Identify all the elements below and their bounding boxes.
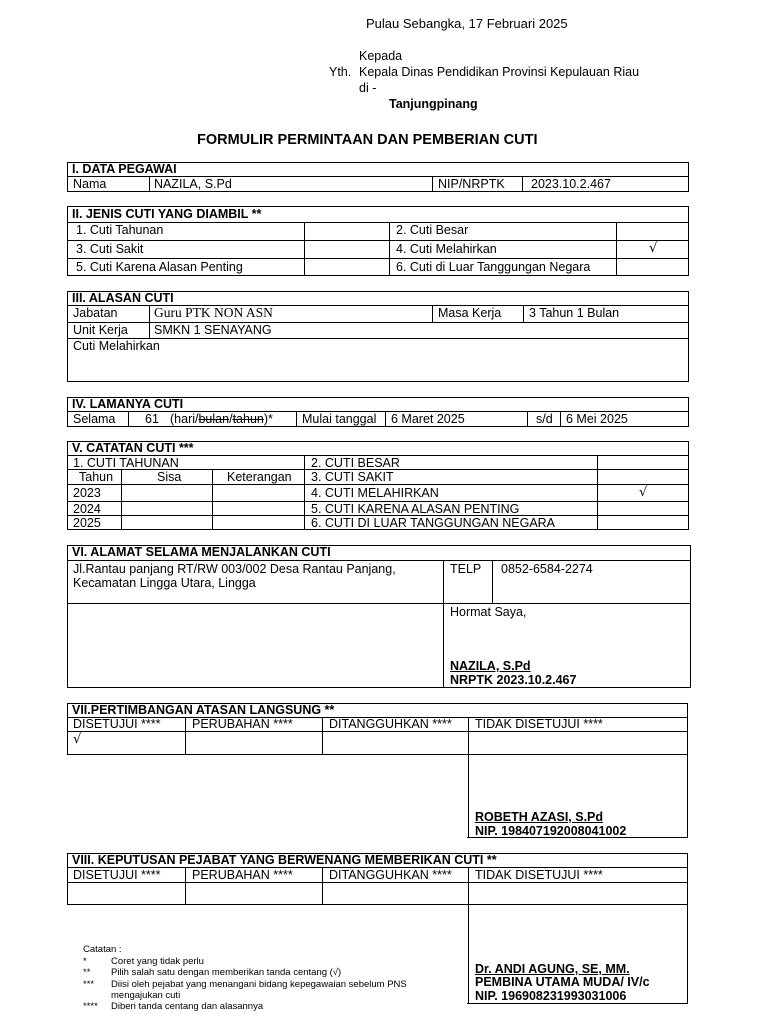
jabatan-label: Jabatan (73, 306, 118, 320)
check-mark-melahirkan-catatan: √ (639, 485, 648, 500)
section-heading-pertimbangan: VII.PERTIMBANGAN ATASAN LANGSUNG ** (72, 703, 335, 717)
nip-label: NIP/NRPTK (438, 177, 505, 191)
section-heading-catatan-cuti: V. CATATAN CUTI *** (72, 441, 194, 455)
col-perubahan: PERUBAHAN **** (192, 717, 293, 731)
form-title: FORMULIR PERMINTAAN DAN PEMBERIAN CUTI (197, 132, 538, 148)
catatan-item: 4. CUTI MELAHIRKAN (311, 486, 439, 500)
sd-label: s/d (536, 412, 553, 426)
jenis-cuti-item: 5. Cuti Karena Alasan Penting (76, 260, 243, 274)
note-mark: * (83, 956, 87, 967)
notes-title: Catatan : (83, 944, 122, 955)
jenis-cuti-item: 4. Cuti Melahirkan (396, 242, 497, 256)
applicant-nrptk: NRPTK 2023.10.2.467 (450, 673, 577, 687)
di-label: di - (359, 81, 377, 95)
alasan-text: Cuti Melahirkan (73, 339, 160, 353)
masa-kerja-value: 3 Tahun 1 Bulan (529, 306, 620, 320)
catatan-item: 6. CUTI DI LUAR TANGGUNGAN NEGARA (311, 516, 556, 530)
address-line: Kecamatan Lingga Utara, Lingga (73, 576, 256, 590)
unit-kerja-label: Unit Kerja (73, 323, 128, 337)
mulai-label: Mulai tanggal (302, 412, 377, 426)
pejabat-nip: NIP. 196908231993031006 (475, 989, 627, 1003)
place-date: Pulau Sebangka, 17 Februari 2025 (366, 16, 568, 31)
recipient: Kepala Dinas Pendidikan Provinsi Kepulauan Riau (359, 65, 640, 79)
satuan-hari: (hari/bulan/tahun)* (170, 412, 273, 426)
note-mark: **** (83, 1001, 98, 1012)
address-line: Jl.Rantau panjang RT/RW 003/002 Desa Rantau Panjang, (73, 562, 396, 576)
yth-label: Yth. (329, 65, 352, 79)
check-mark-disetujui: √ (73, 732, 82, 747)
recipient-city: Tanjungpinang (389, 97, 478, 111)
nip-value: 2023.10.2.467 (531, 177, 611, 191)
catatan-item: 5. CUTI KARENA ALASAN PENTING (311, 502, 520, 516)
year-row: 2025 (73, 516, 101, 530)
note-text: Pilih salah satu dengan memberikan tanda centang (√) (111, 967, 342, 978)
note-text: Coret yang tidak perlu (111, 956, 204, 967)
jenis-cuti-item: 1. Cuti Tahunan (76, 223, 164, 237)
check-mark-melahirkan: √ (649, 241, 658, 256)
kepada-label: Kepada (359, 49, 403, 63)
catatan-item: 2. CUTI BESAR (311, 456, 400, 470)
selama-label: Selama (73, 412, 116, 426)
col-tidak-disetujui: TIDAK DISETUJUI **** (475, 717, 603, 731)
selama-value: 61 (145, 412, 159, 426)
section-heading-alamat: VI. ALAMAT SELAMA MENJALANKAN CUTI (72, 545, 331, 559)
mulai-value: 6 Maret 2025 (391, 412, 465, 426)
pejabat-name: Dr. ANDI AGUNG, SE, MM. (475, 962, 630, 976)
hormat-saya: Hormat Saya, (450, 605, 527, 619)
col-ditangguhkan: DITANGGUHKAN **** (329, 868, 452, 882)
year-row: 2023 (73, 486, 101, 500)
nama-label: Nama (73, 177, 107, 191)
section-heading-data-pegawai: I. DATA PEGAWAI (72, 162, 177, 176)
col-tidak-disetujui: TIDAK DISETUJUI **** (475, 868, 603, 882)
col-disetujui: DISETUJUI **** (73, 717, 161, 731)
note-mark: ** (83, 967, 91, 978)
col-ditangguhkan: DITANGGUHKAN **** (329, 717, 452, 731)
masa-kerja-label: Masa Kerja (438, 306, 502, 320)
atasan-nip: NIP. 198407192008041002 (475, 824, 627, 838)
col-tahun: Tahun (79, 470, 114, 484)
section-heading-alasan-cuti: III. ALASAN CUTI (72, 291, 174, 305)
jabatan-value: Guru PTK NON ASN (154, 305, 273, 320)
nama-value: NAZILA, S.Pd (154, 177, 232, 191)
pejabat-rank: PEMBINA UTAMA MUDA/ IV/c (475, 975, 650, 989)
note-text: mengajukan cuti (111, 990, 181, 1001)
atasan-name: ROBETH AZASI, S.Pd (475, 810, 604, 824)
note-mark: *** (83, 979, 95, 990)
col-sisa: Sisa (157, 470, 182, 484)
section-heading-lamanya-cuti: IV. LAMANYA CUTI (72, 397, 184, 411)
blank-area (67, 755, 467, 838)
unit-kerja-value: SMKN 1 SENAYANG (154, 323, 272, 337)
cuti-tahunan-title: 1. CUTI TAHUNAN (73, 456, 179, 470)
year-row: 2024 (73, 502, 101, 516)
applicant-name: NAZILA, S.Pd (450, 659, 531, 673)
col-perubahan: PERUBAHAN **** (192, 868, 293, 882)
jenis-cuti-item: 3. Cuti Sakit (76, 242, 144, 256)
jenis-cuti-item: 6. Cuti di Luar Tanggungan Negara (396, 260, 591, 274)
col-disetujui: DISETUJUI **** (73, 868, 161, 882)
telp-label: TELP (450, 562, 482, 576)
note-text: Diberi tanda centang dan alasannya (111, 1001, 264, 1012)
telp-value: 0852-6584-2274 (501, 562, 593, 576)
jenis-cuti-item: 2. Cuti Besar (396, 223, 469, 237)
section-heading-keputusan: VIII. KEPUTUSAN PEJABAT YANG BERWENANG MEMBERIKAN CUTI ** (72, 853, 497, 867)
catatan-item: 3. CUTI SAKIT (311, 470, 394, 484)
section-heading-jenis-cuti: II. JENIS CUTI YANG DIAMBIL ** (72, 207, 262, 221)
note-text: Diisi oleh pejabat yang menangani bidang kepegawaian sebelum PNS (111, 979, 407, 990)
col-keterangan: Keterangan (227, 470, 292, 484)
sd-value: 6 Mei 2025 (566, 412, 628, 426)
